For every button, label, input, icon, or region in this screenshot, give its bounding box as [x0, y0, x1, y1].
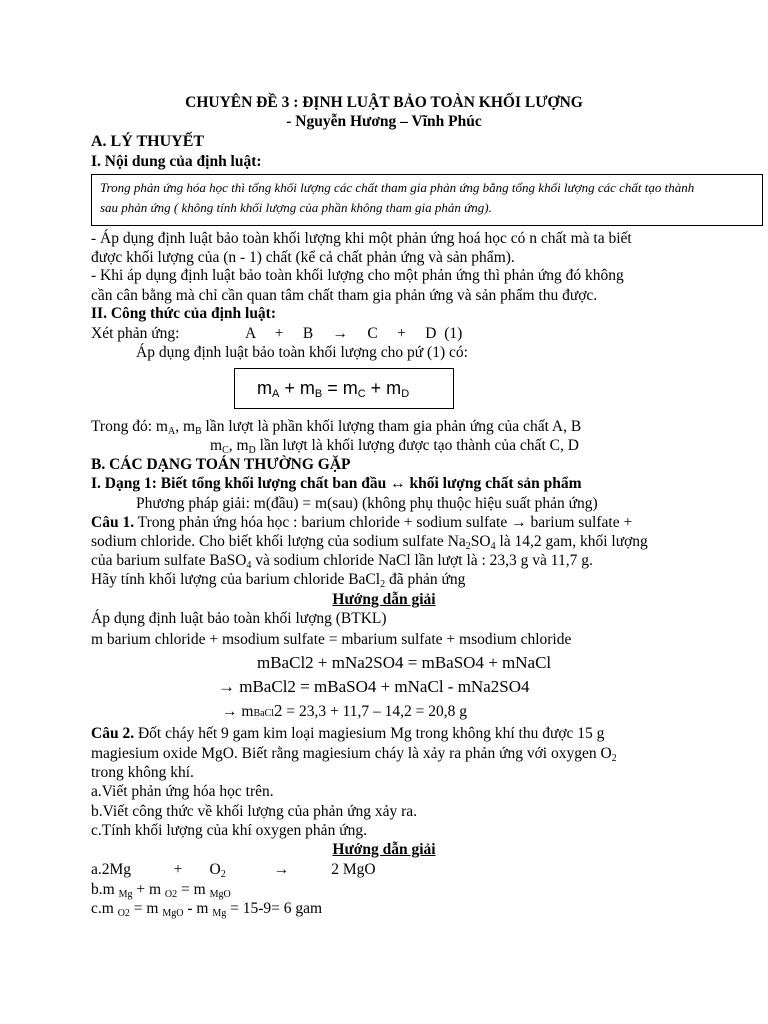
paragraph-line-2: được khối lượng của (n - 1) chất (kể cả chất phản ứng và sản phẩm).: [91, 249, 515, 266]
section-b-heading: B. CÁC DẠNG TOÁN THƯỜNG GẶP: [91, 456, 351, 473]
paragraph-line-1: - Áp dụng định luật bảo toàn khối lượng khi một phản ứng hoá học có n chất mà ta biết: [91, 230, 632, 247]
section-a2-heading: II. Công thức của định luật:: [91, 305, 277, 322]
where-line-1: Trong đó: $m_A$, $m_B$ lần lượt là phần khối lượng tham gia phản ứng của chất A, B: [91, 418, 582, 437]
solution-2-line-b: b.m $_{Mg}$ + m $_{O2}$ = m $_{MgO}$: [91, 881, 231, 900]
mass-formula-box: $m_A + m_B = m_C + m_D$: [234, 368, 454, 409]
section-a-heading: A. LÝ THUYẾT: [91, 133, 205, 150]
reaction-label: Xét phản ứng:: [91, 325, 180, 342]
paragraph-line-4: cần cân bằng mà chỉ cần quan tâm chất tham gia phản ứng và sản phẩm thu được.: [91, 287, 598, 304]
question-2-line-3: trong không khí.: [91, 764, 194, 781]
solution-1-line-4: → mBaCl2 = mBaSO4 + mNaCl - mNa2SO4: [218, 677, 530, 696]
question-2-part-b: b.Viết công thức về khối lượng của phản ứng xảy ra.: [91, 803, 418, 820]
law-line-2: sau phản ứng ( không tính khối lượng của phần không tham gia phản ứng).: [100, 200, 492, 215]
law-line-1: Trong phản ứng hóa học thì tổng khối lượng các chất tham gia phản ứng bằng tổng khối lượng các chất tạo thành: [100, 180, 695, 195]
where-line-2: $m_C$, $m_D$ lần lượt là khối lượng được tạo thành của chất C, D: [210, 437, 579, 456]
question-2-line-1: Câu 2. Đốt cháy hết 9 gam kim loại magiesium Mg trong không khí thu được 15 g: [91, 725, 605, 742]
law-statement-box: [91, 174, 763, 226]
question-2-part-c: c.Tính khối lượng của khí oxygen phản ứng.: [91, 822, 367, 839]
question-2-part-a: a.Viết phản ứng hóa học trên.: [91, 783, 274, 800]
author-line: - Nguyễn Hương – Vĩnh Phúc: [286, 113, 482, 130]
question-1-line-4: Hãy tính khối lượng của barium chloride BaCl$_2$ đã phản ứng: [91, 571, 466, 590]
question-1-line-1: Câu 1. Trong phản ứng hóa học : barium chloride + sodium sulfate → barium sulfate +: [91, 514, 633, 531]
solution-1-line-5: → mBaCl2 = 23,3 + 11,7 – 14,2 = 20,8 g: [222, 701, 468, 720]
method-line: Phương pháp giải: m(đầu) = m(sau) (không phụ thuộc hiệu suất phản ứng): [136, 495, 598, 512]
apply-law-line: Áp dụng định luật bảo toàn khối lượng cho pứ (1) có:: [136, 344, 468, 361]
type-1-heading: I. Dạng 1: Biết tổng khối lượng chất ban đầu ↔ khối lượng chất sản phẩm: [91, 475, 582, 492]
question-1-line-2: sodium chloride. Cho biết khối lượng của sodium sulfate $Na_2SO_4$ là 14,2 gam, khối lượng: [91, 533, 648, 552]
solution-1-line-3: mBaCl2 + mNa2SO4 = mBaSO4 + mNaCl: [257, 653, 552, 672]
section-a1-heading: I. Nội dung của định luật:: [91, 153, 262, 170]
solution-1-line-1: Áp dụng định luật bảo toàn khối lượng (BTKL): [91, 610, 387, 627]
question-1-line-3: của barium sulfate BaSO$_4$ và sodium chloride NaCl lần lượt là : 23,3 g và 11,7 g.: [91, 552, 593, 571]
solution-2-heading: Hướng dẫn giải: [332, 841, 436, 858]
question-2-line-2: magiesium oxide MgO. Biết rằng magiesium cháy là xảy ra phản ứng với oxygen $O_2$: [91, 745, 617, 764]
page-title: CHUYÊN ĐỀ 3 : ĐỊNH LUẬT BẢO TOÀN KHỐI LƯỢNG: [185, 94, 583, 111]
solution-1-line-2: m barium chloride + msodium sulfate = mbarium sulfate + msodium chloride: [91, 631, 572, 648]
solution-2-line-a: a.2Mg + $O_2 \to 2$ MgO: [91, 861, 376, 880]
solution-1-heading: Hướng dẫn giải: [332, 591, 436, 608]
reaction-equation: A + B → C + D (1): [245, 325, 463, 342]
solution-2-line-c: c.m $_{O2}$ = m $_{MgO}$ - m $_{Mg}$ = 15-9= 6 gam: [91, 900, 323, 919]
paragraph-line-3: - Khi áp dụng định luật bảo toàn khối lượng cho một phản ứng thì phản ứng đó không: [91, 267, 624, 284]
